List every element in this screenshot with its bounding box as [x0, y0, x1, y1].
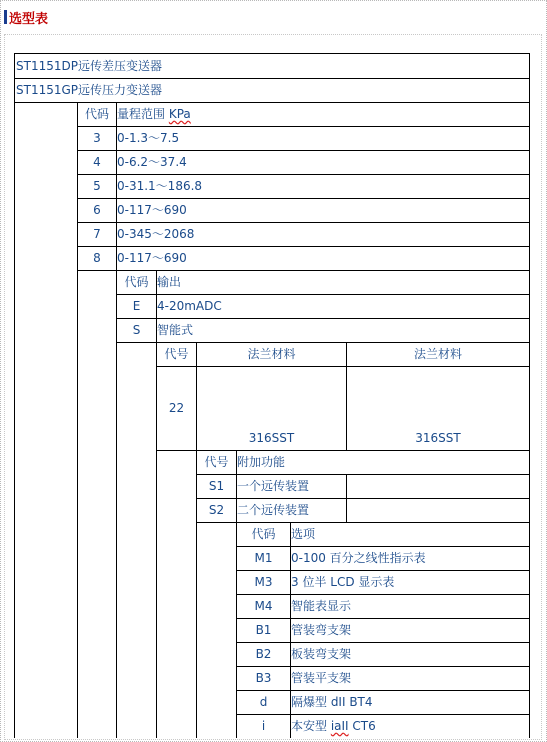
range-value: 0-31.1～186.8: [117, 179, 203, 193]
table-rule-horizontal: [196, 498, 530, 499]
output-code: S: [132, 323, 141, 337]
option-code: i: [261, 719, 266, 733]
additional-header-label: 附加功能: [237, 455, 286, 469]
range-value: 0-117～690: [117, 203, 187, 217]
table-rule-horizontal: [14, 102, 530, 103]
option-code: M4: [254, 599, 273, 613]
section-heading: [4, 8, 48, 26]
output-value: 4-20mADC: [157, 299, 222, 313]
table-rule-vertical: [156, 270, 157, 738]
table-rule-horizontal: [14, 78, 530, 79]
flange-code: 22: [168, 401, 185, 415]
table-rule-horizontal: [236, 570, 530, 571]
option-code: M3: [254, 575, 273, 589]
table-rule-vertical: [529, 53, 530, 738]
option-code: B2: [255, 647, 272, 661]
table-rule-horizontal: [156, 366, 530, 367]
option-value: 管装弯支架: [291, 623, 352, 637]
table-rule-horizontal: [236, 714, 530, 715]
range-value: 0-1.3～7.5: [117, 131, 180, 145]
table-rule-horizontal: [116, 318, 530, 319]
table-rule-horizontal: [156, 450, 530, 451]
output-value: 智能式: [157, 323, 194, 337]
table-rule-vertical: [346, 474, 347, 522]
table-rule-horizontal: [77, 174, 530, 175]
table-rule-horizontal: [77, 126, 530, 127]
model-name-gp: 远传压力变送器: [78, 83, 163, 97]
option-code: B1: [255, 623, 272, 637]
table-rule-horizontal: [236, 642, 530, 643]
option-value: 隔爆型 dII BT4: [291, 695, 373, 709]
flange-header-col2: 法兰材料: [413, 347, 462, 361]
table-rule-vertical: [77, 102, 78, 738]
output-header-code: 代码: [124, 275, 149, 289]
table-rule-vertical: [116, 102, 117, 738]
table-rule-horizontal: [77, 198, 530, 199]
range-header: 量程范围 KPa: [117, 107, 191, 121]
table-rule-horizontal: [14, 53, 530, 54]
options-header-code: 代码: [251, 527, 276, 541]
flange-material-1: 316SST: [248, 431, 295, 445]
additional-header-code: 代号: [204, 455, 229, 469]
table-rule-vertical: [196, 342, 197, 738]
range-code: 5: [93, 179, 101, 193]
option-value: 板装弯支架: [291, 647, 352, 661]
model-code-gp: ST1151GP: [16, 83, 79, 97]
option-value: 管装平支架: [291, 671, 352, 685]
option-value: 0-100 百分之线性指示表: [291, 551, 426, 565]
flange-header-col1: 法兰材料: [247, 347, 296, 361]
range-value: 0-345～2068: [117, 227, 195, 241]
table-rule-horizontal: [77, 246, 530, 247]
table-rule-horizontal: [116, 342, 530, 343]
range-code: 6: [93, 203, 101, 217]
range-header-code: 代码: [84, 107, 109, 121]
table-rule-horizontal: [236, 690, 530, 691]
additional-code: S1: [208, 479, 225, 493]
additional-value: 二个远传装置: [237, 503, 310, 517]
range-code: 7: [93, 227, 101, 241]
range-code: 4: [93, 155, 101, 169]
table-rule-horizontal: [77, 222, 530, 223]
table-rule-horizontal: [236, 594, 530, 595]
range-code: 8: [93, 251, 101, 265]
flange-material-2: 316SST: [415, 431, 461, 445]
heading-marker: [4, 10, 7, 24]
option-value: 3 位半 LCD 显示表: [291, 575, 395, 589]
additional-code: S2: [208, 503, 225, 517]
table-rule-horizontal: [196, 474, 530, 475]
table-rule-horizontal: [77, 270, 530, 271]
table-rule-horizontal: [236, 546, 530, 547]
option-code: d: [259, 695, 268, 709]
output-header-label: 输出: [157, 275, 182, 289]
range-code: 3: [93, 131, 101, 145]
table-rule-horizontal: [116, 294, 530, 295]
option-code: M1: [254, 551, 273, 565]
table-rule-horizontal: [236, 618, 530, 619]
additional-value: 一个远传装置: [237, 479, 310, 493]
table-rule-horizontal: [196, 522, 530, 523]
range-value: 0-6.2～37.4: [117, 155, 187, 169]
table-rule-horizontal: [236, 666, 530, 667]
page-title: 选型表: [9, 11, 49, 27]
flange-header-code: 代号: [164, 347, 189, 361]
model-code-dp: ST1151DP: [16, 59, 78, 73]
option-value: 本安型 iaII CT6: [291, 719, 376, 733]
option-code: B3: [255, 671, 272, 685]
table-rule-horizontal: [77, 150, 530, 151]
option-value: 智能表显示: [291, 599, 352, 613]
output-code: E: [132, 299, 141, 313]
range-value: 0-117～690: [117, 251, 187, 265]
options-header-label: 选项: [291, 527, 316, 541]
table-rule-vertical: [14, 53, 15, 738]
model-name-dp: 远传差压变送器: [78, 59, 163, 73]
